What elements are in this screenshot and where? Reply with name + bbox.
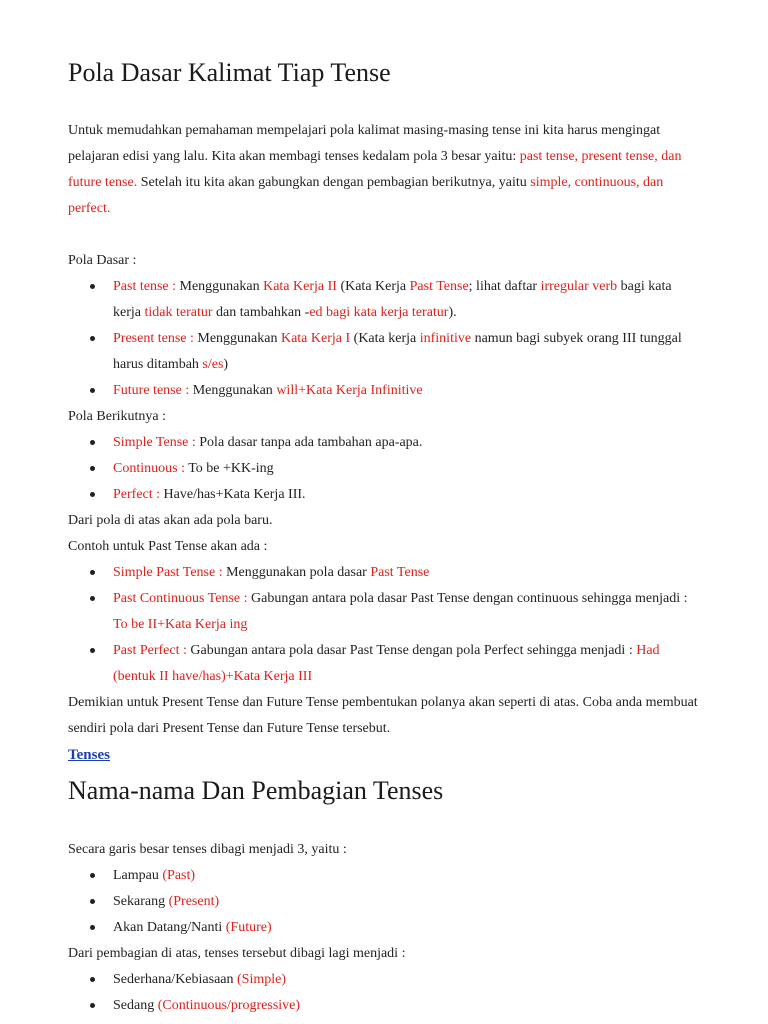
- list-item: Past Perfect : Gabungan antara pola dasar Past Tense dengan pola Perfect sehingga menjadi : Had (bentuk II have/has)+Kata Kerja III: [88, 638, 698, 690]
- pola-berikutnya-label: Pola Berikutnya :: [68, 409, 166, 424]
- section1-intro: Untuk memudahkan pemahaman mempelajari pola kalimat masing-masing tense ini kita harus mengingat pelajaran edisi yang lalu. Kita akan membagi tenses kedalam pola 3 besar yaitu: past tense, present tense, dan future tense. Setelah itu kita akan gabungkan dengan pembagian berikutnya, yaitu simple, continuous, dan perfect.: [68, 123, 682, 216]
- list-item: Sekarang (Present): [88, 889, 698, 915]
- list-item: Lampau (Past): [88, 863, 698, 889]
- tenses-link[interactable]: Tenses: [68, 747, 110, 763]
- closing-paragraph: Demikian untuk Present Tense dan Future Tense pembentukan polanya akan seperti di atas. Coba anda membuat sendiri pola dari Present Tense dan Future Tense tersebut.: [68, 695, 698, 736]
- list-item: Simple Tense : Pola dasar tanpa ada tambahan apa-apa.: [88, 430, 698, 456]
- list-item: Continuous : To be +KK-ing: [88, 456, 698, 482]
- list-item: Past tense : Menggunakan Kata Kerja II (Kata Kerja Past Tense; lihat daftar irregular verb bagi kata kerja tidak teratur dan tambahkan -ed bagi kata kerja teratur).: [88, 274, 698, 326]
- pola-dasar-list: [88, 274, 698, 404]
- list-item: Present tense : Menggunakan Kata Kerja I (Kata kerja infinitive namun bagi subyek orang III tunggal harus ditambah s/es): [88, 326, 698, 378]
- section1-title: Pola Dasar Kalimat Tiap Tense: [68, 58, 391, 87]
- list-item: Past Continuous Tense : Gabungan antara pola dasar Past Tense dengan continuous sehingga menjadi : To be II+Kata Kerja ing: [88, 586, 698, 638]
- contoh-list: [88, 560, 698, 690]
- list-item: Perfect : Have/has+Kata Kerja III.: [88, 482, 698, 508]
- list-item: Sederhana/Kebiasaan (Simple): [88, 967, 698, 993]
- pola-dasar-label: Pola Dasar :: [68, 253, 137, 268]
- list-item: Future tense : Menggunakan will+Kata Kerja Infinitive: [88, 378, 698, 404]
- pola-baru-line: Dari pola di atas akan ada pola baru.: [68, 513, 273, 528]
- section2-title: Nama-nama Dan Pembagian Tenses: [68, 776, 444, 805]
- list-item: Sedang (Continuous/progressive): [88, 993, 698, 1019]
- pembagian-lagi-line: Dari pembagian di atas, tenses tersebut dibagi lagi menjadi :: [68, 946, 406, 961]
- pembagian-list: [88, 863, 698, 941]
- list-item: Akan Datang/Nanti (Future): [88, 915, 698, 941]
- list-item: Simple Past Tense : Menggunakan pola dasar Past Tense: [88, 560, 698, 586]
- pembagian-lagi-list: [88, 967, 698, 1019]
- contoh-line: Contoh untuk Past Tense akan ada :: [68, 539, 268, 554]
- section2-intro: Secara garis besar tenses dibagi menjadi 3, yaitu :: [68, 842, 347, 857]
- pola-berikutnya-list: [88, 430, 698, 508]
